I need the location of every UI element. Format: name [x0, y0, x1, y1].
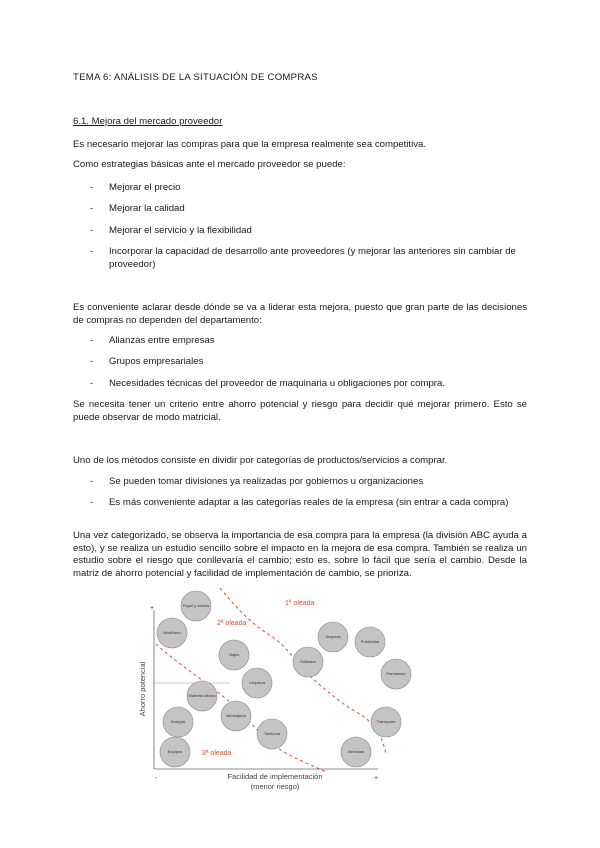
paragraph-4: Se necesita tener un criterio entre ahorro potencial y riesgo para decidir qué mejorar primero. Esto se puede observar de modo matricial. — [73, 399, 527, 423]
svg-text:Servicios: Servicios — [347, 749, 365, 754]
svg-text:Limpieza: Limpieza — [248, 680, 266, 685]
svg-text:Software: Software — [300, 659, 316, 664]
category-circle — [341, 737, 371, 767]
svg-text:Energía: Energía — [170, 719, 186, 724]
category-circle — [257, 719, 287, 749]
list-item: Alianzas entre empresas — [109, 335, 215, 346]
y-axis-label: Ahorro potencial — [138, 661, 147, 717]
category-circle — [187, 681, 217, 711]
paragraph-1: Es necesario mejorar las compras para que la empresa realmente sea competitiva. — [73, 139, 427, 150]
list-item: Es más conveniente adaptar a las categorías reales de la empresa (sin entrar a cada compra) — [109, 497, 509, 508]
category-circle — [242, 668, 272, 698]
bullet-dash: - — [90, 335, 94, 346]
svg-text:Mensajería: Mensajería — [226, 713, 246, 718]
x-axis-plus: + — [373, 775, 379, 782]
svg-text:Telefonía: Telefonía — [263, 731, 281, 736]
bullet-dash: - — [90, 497, 94, 508]
wave-label-3: 3ª oleada — [202, 750, 232, 757]
wave-label-2: 2ª oleada — [217, 620, 247, 627]
bullet-dash: - — [90, 246, 94, 257]
svg-text:Equipos: Equipos — [167, 749, 183, 754]
category-circle — [219, 640, 249, 670]
category-circle — [381, 659, 411, 689]
x-axis-minus: - — [154, 775, 158, 782]
bullet-dash: - — [90, 356, 94, 367]
category-circle — [371, 707, 401, 737]
wave-label-1: 1ª oleada — [285, 600, 315, 607]
svg-text:Transporte: Transporte — [376, 719, 396, 724]
svg-text:Publicidad: Publicidad — [360, 639, 380, 644]
category-circle — [221, 701, 251, 731]
category-circle — [163, 707, 193, 737]
svg-text:Papel y sobres: Papel y sobres — [182, 603, 210, 608]
paragraph-6: Una vez categorizado, se observa la importancia de esa compra para la empresa (la división ABC ayuda a esto), y se realiza un estudio sencillo sobre el impacto en la mejora de esa compra. También se realiza un estudio sobre el riesgo que conllevaría el cambio; esto es, sobre lo fácil que sería el cambio. Desde la matriz de ahorro potencial y facilidad de implementación de cambio, se prioriza. — [73, 530, 527, 579]
y-axis-arrow: + — [149, 605, 155, 612]
list-item: Mejorar la calidad — [109, 203, 185, 214]
list-item: Necesidades técnicas del proveedor de maquinaria u obligaciones por compra. — [109, 378, 445, 389]
svg-text:Material oficina: Material oficina — [188, 693, 216, 698]
svg-text:Seguros: Seguros — [325, 634, 341, 639]
bullet-dash: - — [90, 476, 94, 487]
svg-text:Formación: Formación — [386, 671, 406, 676]
paragraph-3: Es conveniente aclarar desde dónde se va a liderar esta mejora, puesto que gran parte de las decisiones de compras no dependen del departamento: — [73, 302, 527, 326]
bullet-dash: - — [90, 225, 94, 236]
list-item: Se pueden tomar divisiones ya realizadas por gobiernos u organizaciones — [109, 476, 424, 487]
bullet-dash: - — [90, 203, 94, 214]
list-item: Grupos empresariales — [109, 356, 204, 367]
svg-text:Viajes: Viajes — [228, 652, 240, 657]
bullet-dash: - — [90, 378, 94, 389]
category-circle — [318, 622, 348, 652]
category-circle — [355, 627, 385, 657]
list-item: Incorporar la capacidad de desarrollo ante proveedores (y mejorar las anteriores sin cambiar de proveedor) — [109, 246, 516, 270]
category-circle — [160, 737, 190, 767]
category-circle — [293, 647, 323, 677]
paragraph-5: Uno de los métodos consiste en dividir por categorías de productos/servicios a comprar. — [73, 455, 448, 466]
bullet-dash: - — [90, 182, 94, 193]
document-title: TEMA 6: ANÁLISIS DE LA SITUACIÓN DE COMPRAS — [73, 72, 318, 83]
x-axis-label-1: Facilidad de implementación — [227, 772, 323, 781]
category-circle — [157, 618, 187, 648]
paragraph-2: Como estrategias básicas ante el mercado proveedor se puede: — [73, 159, 346, 170]
section-heading: 6.1. Mejora del mercado proveedor — [73, 116, 223, 127]
svg-text:Mobiliario: Mobiliario — [163, 630, 181, 635]
x-axis-label-2: (menor riesgo) — [250, 782, 300, 791]
category-circle — [181, 591, 211, 621]
list-item: Mejorar el servicio y la flexibilidad — [109, 225, 252, 236]
priority-matrix-figure — [120, 586, 430, 796]
list-item: Mejorar el precio — [109, 182, 181, 193]
